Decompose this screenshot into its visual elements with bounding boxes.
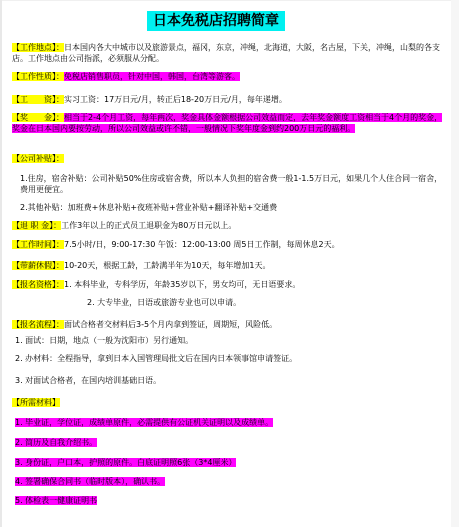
pension-label: 【退 职 金】： [12, 221, 62, 230]
hours-text: 7.5小时/日，9:00-17:30 午饭：12:00-13:00 周5日工作制，每周休息2天。 [64, 240, 340, 249]
allowance-header-section [12, 154, 448, 165]
holidays-section [12, 261, 448, 272]
pension-section [12, 221, 448, 232]
work-location-label: 【工作地点】： [12, 43, 64, 52]
bonus-section [12, 113, 448, 134]
salary-section [12, 95, 448, 106]
requirements-text-1: 1. 本科毕业，专科学历，年龄35岁以下，男女均可，无日语要求。 [64, 280, 301, 289]
hours-label: 【工作时间】： [12, 240, 64, 249]
page-top-edge [0, 0, 459, 1]
work-nature-label: 【工作性质】： [12, 72, 64, 81]
pension-text: 工作3年以上的正式员工退职金为80万日元以上。 [61, 221, 237, 230]
bonus-text: 相当于2-4个月工资，每年两次，奖金具体金额根据公司效益而定，去年奖金额度工资相当于4个月的奖金，奖金在日本国内要按劳动，所以公司效益或许不错，一般情况下奖年度金到约200万日元的福利。 [12, 113, 443, 133]
allowance-housing: 1.住房，宿舍补贴：公司补贴50%住房或宿舍费，所以本人负担的宿舍费一般1-1.5万日元，如果几个人住合同一宿舍，费用更便宜。 [20, 174, 443, 194]
process-section [12, 320, 448, 331]
process-label: 【报名流程】： [12, 320, 64, 329]
requirements-section [12, 280, 448, 291]
process-step-3: 3. 对面试合格者，在国内培训基础日语。 [15, 376, 162, 385]
holidays-label: 【带薪休假】： [12, 261, 64, 270]
bonus-label: 【奖 金】： [12, 113, 64, 122]
page-right-edge [451, 0, 459, 527]
salary-label: 【工 资】： [12, 95, 64, 104]
requirements-label: 【报名资格】： [12, 280, 64, 289]
allowance-other: 2.其他补贴：加班费+休息补贴+夜班补贴+营业补贴+翻译补贴+交通费 [20, 203, 278, 212]
page-left-edge [0, 0, 2, 527]
materials-item-3: 3. 身份证，户口本，护照的原件。白底证明照6张（3*4厘米） [15, 458, 237, 467]
work-nature-section [12, 72, 448, 83]
process-step-2: 2. 办材料：全程指导，拿到日本入国管理局批文后在国内日本领事馆申请签证。 [15, 354, 298, 363]
allowance-header: 【公司补贴】： [12, 154, 64, 163]
hours-section [12, 240, 448, 251]
materials-item-4: 4. 签署确保合同书（临时版本），确认书。 [15, 477, 166, 486]
materials-header-section [12, 398, 448, 409]
requirements-text-2: 2. 大专毕业，日语或旅游专业也可以申请。 [87, 298, 242, 307]
work-location-text: 日本国内各大中城市以及旅游景点，福冈，东京，冲绳，北海道，大阪，名古屋，下关，冲绳，山梨的各支店。工作地点由公司指派，必须服从分配。 [12, 43, 440, 63]
process-step-1: 1. 面试：日期，地点（一般为沈阳市）另行通知。 [15, 336, 194, 345]
work-location-section [12, 43, 448, 64]
materials-item-2: 2. 简历及自我介绍书。 [15, 438, 98, 447]
salary-text: 实习工资：17万日元/月，转正后18-20万日元/月，每年递增。 [64, 95, 287, 104]
materials-item-1: 1. 毕业证，学位证，成绩单原件，必需提供有公证机关证明以及成绩单。 [15, 418, 274, 427]
materials-item-5: 5. 体检表一健康证明书 [15, 496, 98, 505]
page-title: 日本免税店招聘简章 [147, 11, 285, 31]
materials-header: 【所需材料】 [12, 398, 60, 407]
process-text: 面试合格者交材料后3-5个月内拿到签证，周期短，风险低。 [64, 320, 278, 329]
work-nature-text: 免税店销售职员，针对中国，韩国，台湾等游客。 [64, 72, 240, 81]
holidays-text: 10-20天，根据工龄，工龄满半年为10天，每年增加1天。 [64, 261, 271, 270]
